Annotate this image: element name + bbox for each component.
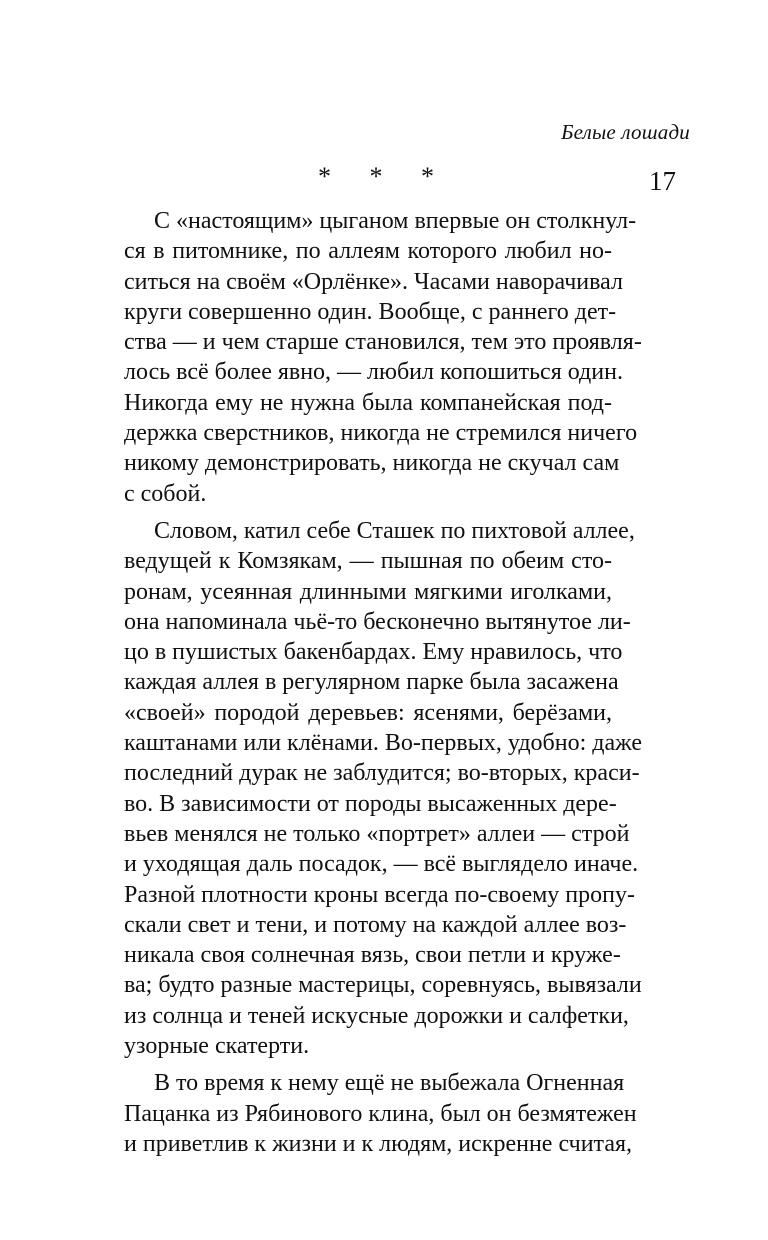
text-line: и уходящая даль посадок, — всё выглядело иначе. — [124, 851, 639, 878]
text-line: «своей» породой деревьев: ясенями, берёзами, — [124, 699, 612, 726]
text-line: узорные скатерти. — [124, 1033, 310, 1060]
text-line: ства — и чем старше становился, тем это проявля- — [124, 329, 642, 356]
text-line: никала своя солнечная вязь, свои петли и круже- — [124, 942, 621, 969]
paragraph — [124, 206, 642, 509]
paragraph — [124, 1068, 637, 1159]
text-line: с собой. — [124, 480, 207, 507]
text-line: Разной плотности кроны всегда по-своему пропу- — [124, 881, 635, 908]
text-line: Никогда ему не нужна была компанейская под- — [124, 389, 612, 416]
text-line: держка сверстников, никогда не стремился ничего — [124, 420, 638, 447]
text-line: никому демонстрировать, никогда не скучал сам — [124, 450, 620, 477]
text-line: ронам, усеянная длинными мягкими иголками, — [124, 578, 612, 605]
text-line: из солнца и теней искусные дорожки и салфетки, — [124, 1002, 629, 1029]
text-line: ва; будто разные мастерицы, соревнуясь, вывязали — [124, 972, 642, 999]
text-line: лось всё более явно, — любил копошиться один. — [124, 359, 623, 386]
text-line: Пацанка из Рябинового клина, был он безмятежен — [124, 1100, 637, 1127]
text-line: вьев менялся не только «портрет» аллеи — строй — [124, 820, 630, 847]
text-line: цо в пушистых бакенбардах. Ему нравилось, что — [124, 639, 623, 666]
text-line: С «настоящим» цыганом впервые он столкнул- — [154, 208, 637, 234]
text-line: она напоминала чьё-то бесконечно вытянутое ли- — [124, 608, 631, 635]
text-line: последний дурак не заблудится; во-вторых, краси- — [124, 760, 640, 787]
text-line: и приветлив к жизни и к людям, искренне считая, — [124, 1130, 633, 1157]
text-line: ся в питомнике, по аллеям которого любил но- — [124, 238, 612, 265]
section-separator: * * * — [318, 162, 450, 191]
text-line: круги совершенно один. Вообще, с раннего дет- — [124, 298, 617, 325]
page-number: 17 — [649, 166, 676, 196]
text-line: ведущей к Комзякам, — пышная по обеим сто- — [124, 548, 612, 575]
text-line: каштанами или клёнами. Во-первых, удобно: даже — [124, 730, 643, 757]
text-line: скали свет и тени, и потому на каждой аллее воз- — [124, 911, 627, 938]
paragraph — [124, 516, 643, 1061]
text-line: В то время к нему ещё не выбежала Огненная — [154, 1070, 625, 1097]
text-line: ситься на своём «Орлёнке». Часами наворачивал — [124, 268, 623, 295]
text-line: каждая аллея в регулярном парке была засажена — [124, 669, 619, 696]
text-line: Словом, катил себе Сташек по пихтовой аллее, — [154, 517, 635, 544]
running-head: Белые лошади — [561, 120, 690, 144]
body-text — [124, 206, 643, 1159]
text-line: во. В зависимости от породы высаженных дере- — [124, 790, 617, 817]
